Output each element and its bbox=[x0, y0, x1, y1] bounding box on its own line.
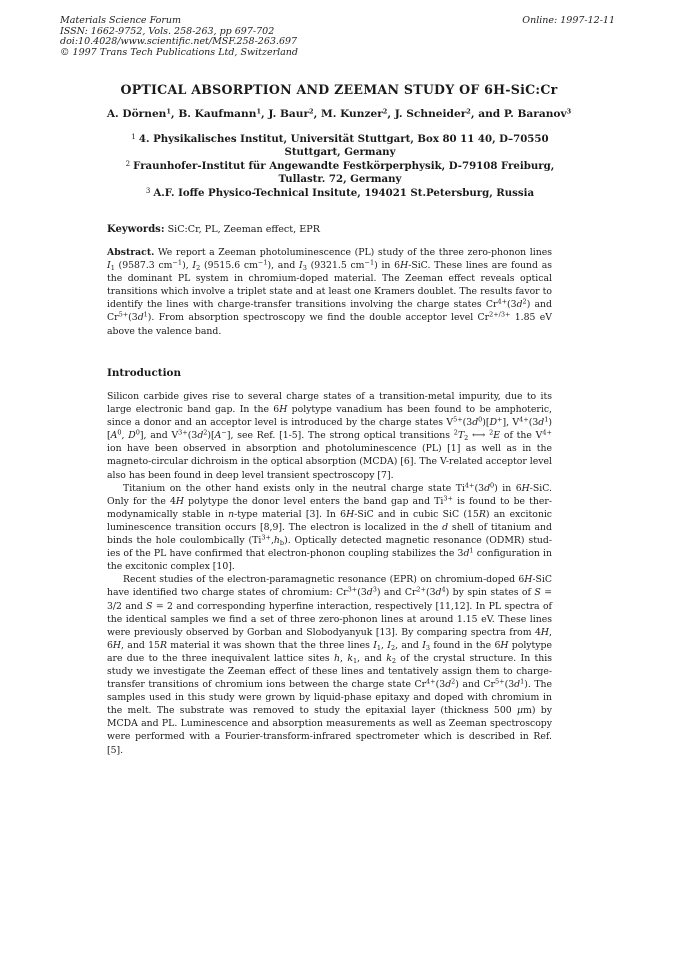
author-list bbox=[0, 108, 678, 120]
introduction-heading: Introduction bbox=[107, 367, 181, 379]
journal-header bbox=[60, 16, 298, 58]
online-date: Online: 1997-12-11 bbox=[522, 15, 615, 26]
abstract-label: Abstract. bbox=[107, 247, 155, 258]
keywords-label: Keywords: bbox=[107, 224, 165, 235]
keywords-text: SiC:Cr, PL, Zeeman effect, EPR bbox=[167, 224, 320, 235]
abstract: Abstract. We report a Zeeman photoluminescence (PL) study of the three zero-phonon lines $I_1$ (9587.3 $cm^{-1}$), $I_2$ (9515.6 $cm^{-1}$), and $I_3$ (9321.5 $cm^{-1}$) in 6H-SiC. These lines are found as the dominant PL system in chromium-doped material. The Zeeman effect reveals optical transitions which involve a triplet state and at least one Kramers doublet. The results favor to identify the lines with charge-transfer transitions involving the charge states $Cr^{4+}(3d^2)$ and $Cr^{5+}(3d^1)$. From absorption spectroscopy we find the double acceptor level $Cr^{2+/3+}$ 1.85 eV above the valence band. bbox=[107, 247, 553, 337]
author: J. Baur$^2$, bbox=[268, 107, 321, 120]
introduction-body bbox=[107, 390, 552, 757]
keywords bbox=[107, 224, 320, 235]
author: P. Baranov$^3$ bbox=[503, 107, 572, 120]
copyright-line: © 1997 Trans Tech Publications Ltd, Switzerland bbox=[60, 46, 299, 58]
intro-paragraph-1: Silicon carbide gives rise to several charge states of a transition-metal impurity, due to its large electronic band gap. In the 6H polytype vanadium has been found to be amphoteric, since a donor and an acceptor level is introduced by the charge states $V^{5+}(3d^0)[D^+]$, $V^{4+}(3d^1)[A^0$, $D^0$], and $V^{3+}(3d^2)[A^-]$, see Ref. [1-5]. The strong optical transitions $^2T_2$ ⟷ $^2$E of the $V^{4+}$ ion have been observed in absorption and photoluminescence (PL) [1] as well as in the magneto-circular dichroism in the optical absorption (MCDA) [6]. The V-related acceptor level also has been found in deep level transient spectroscopy [7]. bbox=[107, 391, 552, 481]
author: B. Kaufmann$^1$, bbox=[178, 107, 269, 120]
intro-paragraph-3: Recent studies of the electron-paramagnetic resonance (EPR) on chromium-doped 6H-SiC have identified two charge states of chromium: $Cr^{3+}(3d^3)$ and $Cr^{2+}(3d^4)$ by spin states of S = 3/2 and S = 2 and corresponding hyperfine interaction, respectively [11,12]. In PL spectra of the identical samples we find a set of three zero-phonon lines at around 1.15 eV. These lines were previously observed by Gorban and Slobodyanyuk [13]. By comparing spectra from 4H, 6H, and 15R material it was shown that the three lines $I_1$, $I_2$, and $I_3$ found in the 6H polytype are due to the three inequivalent lattice sites h, $k_1$, and $k_2$ of the crystal structure. In this study we investigate the Zeeman effect of these lines and tentatively assign them to charge-transfer transitions of chromium ions between the charge state $Cr^{4+}(3d^2)$ and $Cr^{5+}(3d^1)$. The samples used in this study were grown by liquid-phase epitaxy and doped with chromium in the melt. The substrate was removed to study the epitaxial layer (thickness 500 μm) by MCDA and PL. Luminescence and absorption measurements as well as Zeeman spectroscopy were performed with a Fourier-transform-infrared spectrometer which is described in Ref. [5]. bbox=[107, 574, 553, 756]
affiliation-1: $^1$ 4. Physikalisches Institut, Universität Stuttgart, Box 80 11 40, D–70550 Stuttgart, Germany bbox=[131, 133, 549, 158]
author: M. Kunzer$^2$, bbox=[320, 107, 395, 120]
paper-title: OPTICAL ABSORPTION AND ZEEMAN STUDY OF 6H-SiC:Cr bbox=[120, 82, 558, 97]
intro-paragraph-2: Titanium on the other hand exists only in the neutral charge state $Ti^{4+}(3d^0)$ in 6H-SiC. Only for the 4H polytype the donor level enters the band gap and $Ti^{3+}$ is found to be ther- modynamically stable in n-type material [3]. In 6H-SiC and in cubic SiC (15R) an excitonic luminescence transition occurs [8,9]. The electron is localized in the d shell of titanium and binds the hole coulombically $(Ti^{3+},h_b)$. Optically detected magnetic resonance (ODMR) stud- ies of the PL have confirmed that electron-phonon coupling stabilizes the $3d^1$ configuration in the excitonic complex [10]. bbox=[107, 481, 553, 573]
author: A. Dörnen$^1$, bbox=[106, 107, 179, 120]
author: J. Schneider$^2$, and bbox=[394, 107, 504, 120]
doi-line: doi:10.4028/www.scientific.net/MSF.258-263.697 bbox=[60, 36, 298, 47]
affiliation-2: $^2$ Fraunhofer-Institut für Angewandte Festkörperphysik, D-79108 Freiburg, Tullastr. 72, Germany bbox=[125, 160, 555, 185]
issn-line: ISSN: 1662-9752, Vols. 258-263, pp 697-702 bbox=[60, 25, 275, 37]
affiliation-3: $^3$ A.F. Ioffe Physico-Technical Insitute, 194021 St.Petersburg, Russia bbox=[145, 187, 535, 199]
journal-name: Materials Science Forum bbox=[60, 15, 182, 26]
